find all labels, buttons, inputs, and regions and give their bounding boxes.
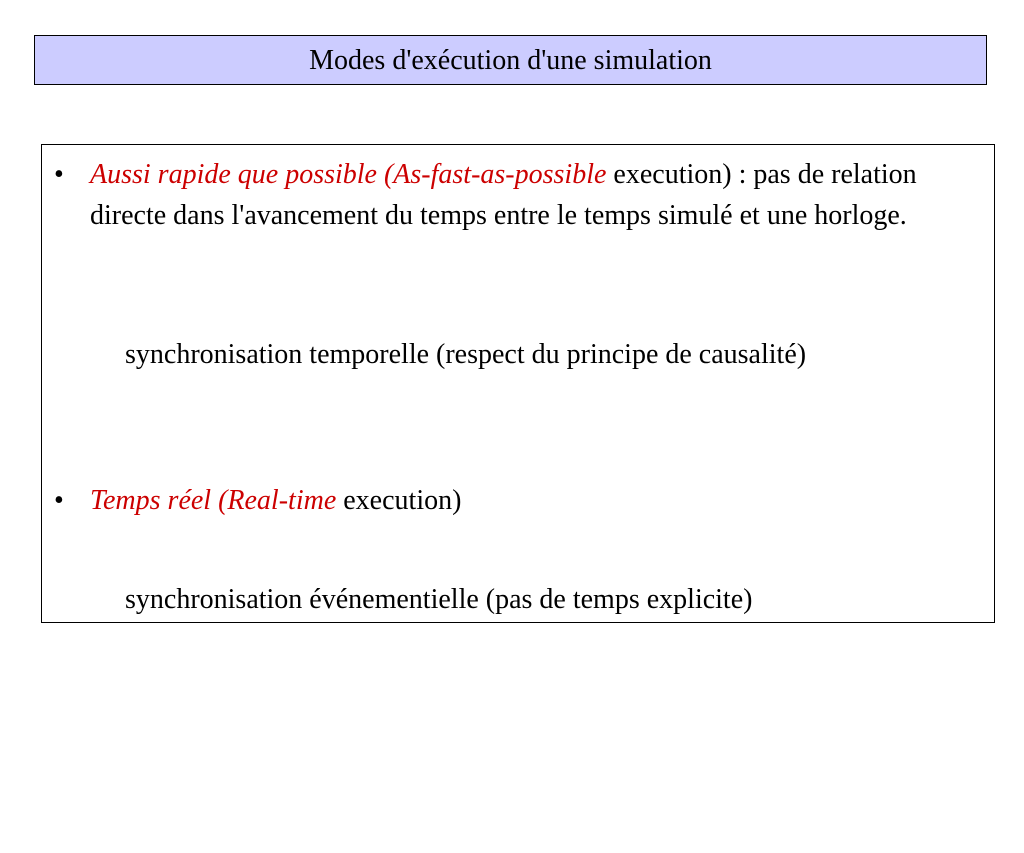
bullet-highlight: Temps réel (Real-time [90,485,337,516]
slide-title-box [34,35,987,85]
bullet-item [54,480,989,521]
bullet-marker: • [54,159,64,190]
bullet-detail: synchronisation événementielle (pas de temps explicite) [125,584,753,615]
bullet-rest: execution) [336,485,462,516]
bullet-detail: synchronisation temporelle (respect du principe de causalité) [125,339,807,370]
bullet-text [90,480,989,521]
bullet-item [54,154,989,236]
bullet-rest: execution) : pas de relation directe dans l'avancement du temps entre le temps simulé et une horloge. [90,159,917,231]
bullet-marker: • [54,485,64,516]
slide-title: Modes d'exécution d'une simulation [309,45,712,76]
content-box [41,144,995,623]
bullet-text [90,154,989,236]
bullet-highlight: Aussi rapide que possible (As-fast-as-possible [90,159,607,190]
